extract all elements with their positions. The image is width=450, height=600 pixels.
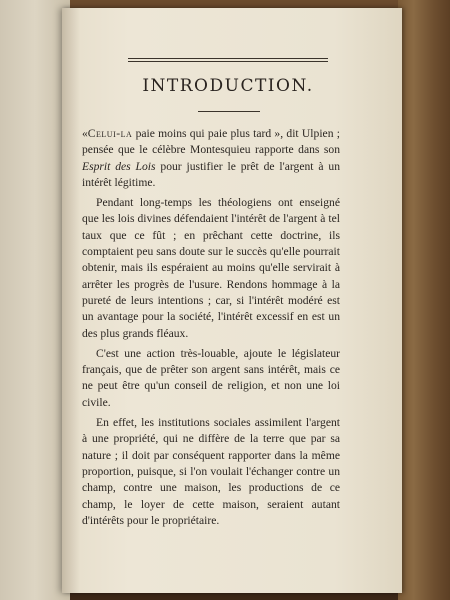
paragraph-1: «Celui-la paie moins qui paie plus tard », dit Ulpien ; pensée que le célèbre Montesquieu rapporte dans son Esprit des Lois pour justifier le prêt de l'argent à un intérêt légitime. [82,127,340,189]
top-rule [128,58,328,59]
paragraph-4: En effet, les institutions sociales assimilent l'argent à une propriété, qui ne diffère de la terre que par sa nature ; il doit par conséquent rapporter dans la même proportion, puisque, si l'on voulait l'échanger contre un champ, contre une maison, les productions de ce champ, le loyer de cette maison, seraient autant d'intérêts pour le propriétaire. [82,416,340,527]
page-title: INTRODUCTION. [142,76,314,96]
body-text [82,126,340,529]
title-rule [198,111,260,112]
paragraph-2: Pendant long-temps les théologiens ont enseigné que les lois divines défendaient l'intérêt de l'argent à tel taux que ce fût ; en prêchant cette doctrine, ils comptaient peu sans doute sur le succès qu'elle pourrait obtenir, mais ils espéraient au moins qu'elle servirait à arrêter les progrès de l'usure. Rendons hommage à la pureté de leurs intentions ; car, si l'intérêt modéré est un avantage pour la société, l'intérêt excessif en est un des plus grands fléaux. [82,196,340,340]
small-caps-opening: Celui-la [87,127,133,140]
gutter-shadow [62,8,80,593]
book-cover-edge [398,0,450,600]
italic-title: Esprit des Lois [82,159,156,173]
top-rule-thin [128,61,328,62]
left-page [0,0,70,600]
paragraph-3: C'est une action très-louable, ajoute le législateur français, que de prêter son argent sans intérêt, mais ce ne peut être qu'un conseil de religion, et non une loi civile. [82,346,340,409]
